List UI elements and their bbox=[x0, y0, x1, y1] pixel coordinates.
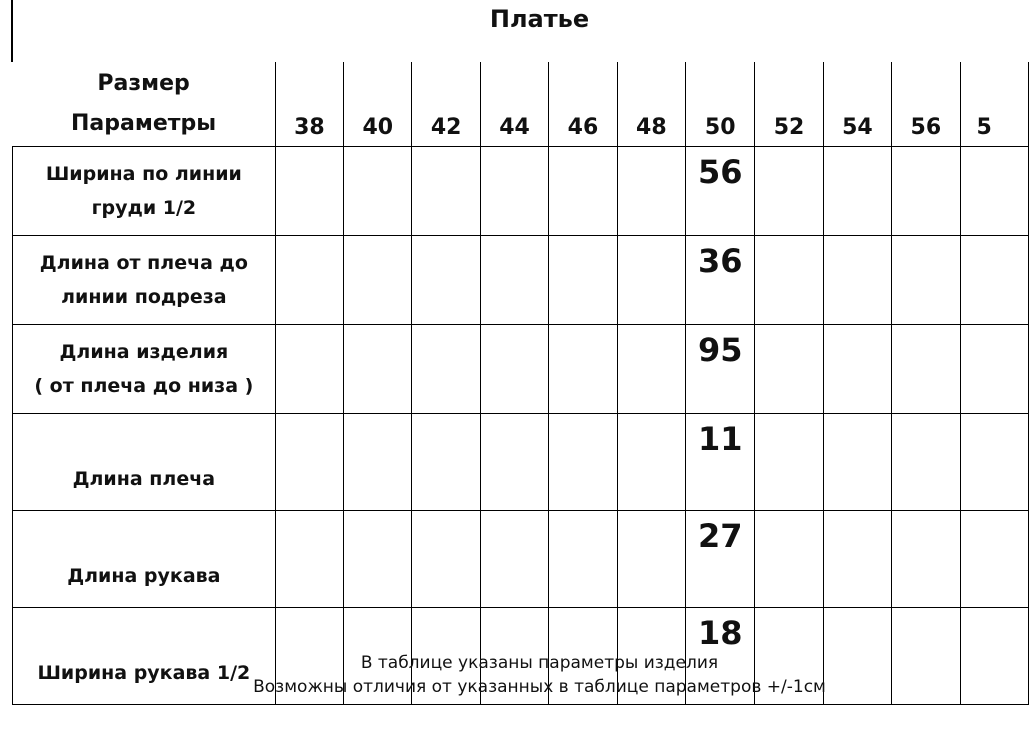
value-cell bbox=[412, 147, 480, 236]
size-table bbox=[12, 62, 1029, 705]
value-cell bbox=[823, 325, 891, 414]
value-cell bbox=[617, 325, 685, 414]
value-cell bbox=[960, 414, 1028, 511]
value-cell bbox=[617, 414, 685, 511]
value-cell bbox=[892, 414, 960, 511]
table-row bbox=[13, 236, 1029, 325]
value-cell bbox=[480, 511, 548, 608]
value-cell bbox=[960, 147, 1028, 236]
value-cell bbox=[617, 511, 685, 608]
value-cell bbox=[344, 511, 412, 608]
value-cell bbox=[412, 325, 480, 414]
value-cell bbox=[823, 511, 891, 608]
value-cell bbox=[275, 147, 343, 236]
value-cell bbox=[412, 414, 480, 511]
header-params-label: Параметры bbox=[71, 111, 217, 136]
table-row bbox=[13, 414, 1029, 511]
size-header-46: 46 bbox=[549, 62, 617, 147]
value-cell bbox=[480, 325, 548, 414]
value-cell bbox=[617, 236, 685, 325]
value-cell-size-50: 56 bbox=[686, 147, 755, 236]
value-cell-size-50: 27 bbox=[686, 511, 755, 608]
value-cell bbox=[755, 147, 823, 236]
param-name-cell: Длина изделия ( от плеча до низа ) bbox=[13, 325, 276, 414]
value-cell bbox=[344, 147, 412, 236]
size-header-54: 54 bbox=[823, 62, 891, 147]
value-cell bbox=[960, 236, 1028, 325]
size-header-48: 48 bbox=[617, 62, 685, 147]
footer-line-1: В таблице указаны параметры изделия bbox=[360, 653, 719, 673]
value-cell bbox=[344, 325, 412, 414]
header-label-cell bbox=[13, 62, 276, 147]
value-cell bbox=[412, 236, 480, 325]
value-cell bbox=[549, 147, 617, 236]
value-cell bbox=[275, 236, 343, 325]
value-cell bbox=[480, 236, 548, 325]
value-cell bbox=[480, 147, 548, 236]
value-cell bbox=[892, 511, 960, 608]
param-name-cell: Ширина рукава 1/2 bbox=[13, 608, 276, 705]
size-header-44: 44 bbox=[480, 62, 548, 147]
param-name-cell: Ширина по линии груди 1/2 bbox=[13, 147, 276, 236]
value-cell bbox=[275, 325, 343, 414]
value-cell bbox=[344, 414, 412, 511]
value-cell-size-50: 36 bbox=[686, 236, 755, 325]
value-cell bbox=[755, 414, 823, 511]
value-cell-size-50: 18 bbox=[686, 608, 755, 705]
table-header-row bbox=[13, 62, 1029, 147]
footer-line-2: Возможны отличия от указанных в таблице параметров +/-1см bbox=[253, 677, 826, 697]
table-row bbox=[13, 325, 1029, 414]
page-title: Платье bbox=[489, 5, 590, 33]
value-cell bbox=[960, 511, 1028, 608]
footer-note bbox=[0, 651, 1029, 699]
value-cell bbox=[892, 147, 960, 236]
value-cell bbox=[823, 236, 891, 325]
value-cell bbox=[617, 147, 685, 236]
size-header-56: 56 bbox=[892, 62, 960, 147]
value-cell bbox=[549, 236, 617, 325]
size-header-42: 42 bbox=[412, 62, 480, 147]
value-cell bbox=[344, 236, 412, 325]
value-cell bbox=[823, 414, 891, 511]
size-header-40: 40 bbox=[344, 62, 412, 147]
value-cell bbox=[960, 325, 1028, 414]
table-row bbox=[13, 511, 1029, 608]
param-name-cell: Длина плеча bbox=[13, 414, 276, 511]
value-cell bbox=[892, 325, 960, 414]
value-cell bbox=[823, 147, 891, 236]
value-cell bbox=[275, 414, 343, 511]
size-header-52: 52 bbox=[755, 62, 823, 147]
value-cell bbox=[549, 414, 617, 511]
size-header-50: 50 bbox=[686, 62, 755, 147]
value-cell bbox=[892, 236, 960, 325]
value-cell bbox=[549, 511, 617, 608]
size-header-5-cut: 5 bbox=[960, 62, 1028, 147]
table-row bbox=[13, 147, 1029, 236]
value-cell bbox=[412, 511, 480, 608]
value-cell bbox=[275, 511, 343, 608]
param-name-cell: Длина от плеча до линии подреза bbox=[13, 236, 276, 325]
value-cell bbox=[755, 511, 823, 608]
value-cell bbox=[755, 325, 823, 414]
param-name-cell: Длина рукава bbox=[13, 511, 276, 608]
value-cell-size-50: 95 bbox=[686, 325, 755, 414]
value-cell bbox=[549, 325, 617, 414]
value-cell bbox=[755, 236, 823, 325]
size-header-38: 38 bbox=[275, 62, 343, 147]
value-cell bbox=[480, 414, 548, 511]
header-size-label: Размер bbox=[97, 71, 190, 96]
value-cell-size-50: 11 bbox=[686, 414, 755, 511]
